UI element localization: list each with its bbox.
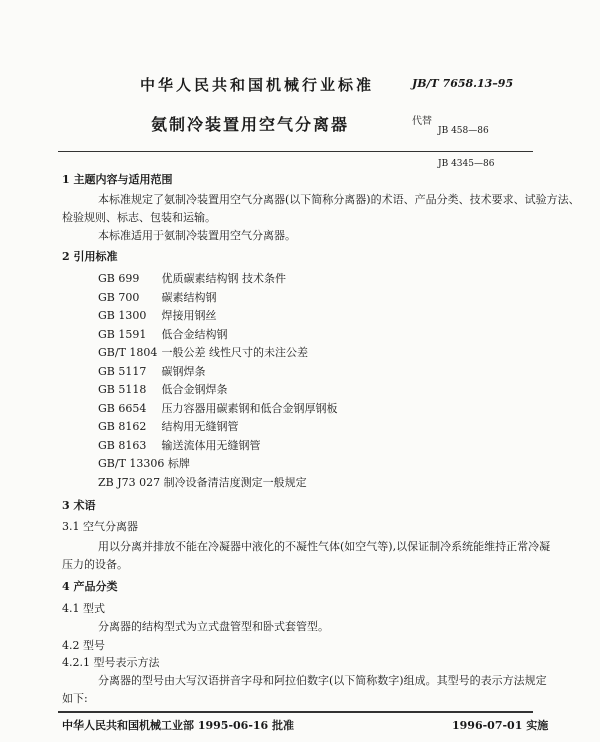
section-4-2-1-paragraph-line: 如下: bbox=[62, 692, 88, 705]
reference-code: GB 5117 bbox=[98, 365, 147, 378]
reference-title: 制冷设备清洁度测定一般规定 bbox=[163, 476, 307, 489]
reference-code: GB 8163 bbox=[98, 439, 147, 452]
section-4-1-paragraph: 分离器的结构型式为立式盘管型和卧式套管型。 bbox=[98, 620, 329, 633]
approval-statement: 中华人民共和国机械工业部 1995-06-16 批准 bbox=[62, 719, 295, 732]
reference-title: 焊接用钢丝 bbox=[161, 309, 217, 322]
reference-title: 输送流体用无缝钢管 bbox=[161, 439, 261, 452]
section-1-paragraph: 本标准适用于氨制冷装置用空气分离器。 bbox=[98, 229, 296, 242]
reference-title: 低合金结构钢 bbox=[161, 328, 228, 341]
reference-item bbox=[98, 455, 190, 471]
reference-item bbox=[98, 307, 217, 323]
document-title: 氨制冷装置用空气分离器 bbox=[151, 115, 350, 134]
reference-item bbox=[98, 270, 286, 286]
reference-item bbox=[98, 363, 206, 379]
reference-title: 优质碳素结构钢 技术条件 bbox=[161, 272, 286, 285]
section-1-paragraph-line: 检验规则、标志、包装和运输。 bbox=[62, 211, 216, 224]
reference-code: GB 5118 bbox=[98, 383, 147, 396]
reference-item bbox=[98, 381, 228, 397]
replaces-list bbox=[438, 104, 494, 181]
replaces-label: 代替 bbox=[412, 116, 432, 127]
reference-code: GB 6654 bbox=[98, 402, 147, 415]
reference-code: GB 699 bbox=[98, 272, 140, 285]
reference-item bbox=[98, 418, 239, 434]
reference-code: ZB J73 027 bbox=[98, 476, 161, 489]
implementation-date: 1996-07-01 实施 bbox=[452, 719, 549, 732]
reference-title: 一般公差 线性尺寸的未注公差 bbox=[161, 346, 308, 359]
header-divider bbox=[58, 151, 533, 152]
section-3-1-heading: 3.1 空气分离器 bbox=[62, 520, 138, 533]
section-4-2-1-paragraph-line: 分离器的型号由大写汉语拼音字母和阿拉伯数字(以下简称数字)组成。其型号的表示方法规定 bbox=[98, 674, 547, 687]
reference-title: 碳素结构钢 bbox=[161, 291, 217, 304]
reference-item bbox=[98, 289, 217, 305]
reference-code: GB/T 13306 bbox=[98, 457, 165, 470]
standard-body-heading: 中华人民共和国机械行业标准 bbox=[140, 76, 375, 94]
section-2-heading: 2 引用标准 bbox=[62, 250, 118, 263]
standard-code: JB/T 7658.13–95 bbox=[412, 77, 514, 90]
reference-code: GB 700 bbox=[98, 291, 140, 304]
reference-code: GB 8162 bbox=[98, 420, 147, 433]
reference-code: GB/T 1804 bbox=[98, 346, 158, 359]
reference-item bbox=[98, 344, 308, 360]
reference-item bbox=[98, 326, 228, 342]
section-3-1-paragraph-line: 压力的设备。 bbox=[62, 558, 128, 571]
section-4-2-1-heading: 4.2.1 型号表示方法 bbox=[62, 656, 160, 669]
reference-title: 碳钢焊条 bbox=[161, 365, 206, 378]
replaces-item: JB 4345—86 bbox=[438, 159, 495, 169]
reference-item bbox=[98, 400, 338, 416]
reference-item bbox=[98, 474, 307, 490]
section-1-heading: 1 主题内容与适用范围 bbox=[62, 173, 173, 186]
footer-divider bbox=[58, 711, 533, 713]
reference-title: 低合金钢焊条 bbox=[161, 383, 228, 396]
section-4-heading: 4 产品分类 bbox=[62, 580, 118, 593]
replaces-item: JB 458—86 bbox=[438, 126, 489, 136]
section-3-1-paragraph-line: 用以分离并排放不能在冷凝器中液化的不凝性气体(如空气等),以保证制冷系统能维持正常冷凝 bbox=[98, 540, 551, 553]
section-3-heading: 3 术语 bbox=[62, 499, 96, 512]
section-4-2-heading: 4.2 型号 bbox=[62, 639, 105, 652]
reference-code: GB 1300 bbox=[98, 309, 147, 322]
reference-title: 压力容器用碳素钢和低合金钢厚钢板 bbox=[161, 402, 338, 415]
section-1-paragraph-line: 本标准规定了氨制冷装置用空气分离器(以下简称分离器)的术语、产品分类、技术要求、试验方法、 bbox=[98, 193, 580, 206]
reference-title: 结构用无缝钢管 bbox=[161, 420, 239, 433]
reference-item bbox=[98, 437, 261, 453]
section-4-1-heading: 4.1 型式 bbox=[62, 602, 105, 615]
reference-title: 标牌 bbox=[167, 457, 190, 470]
reference-code: GB 1591 bbox=[98, 328, 147, 341]
